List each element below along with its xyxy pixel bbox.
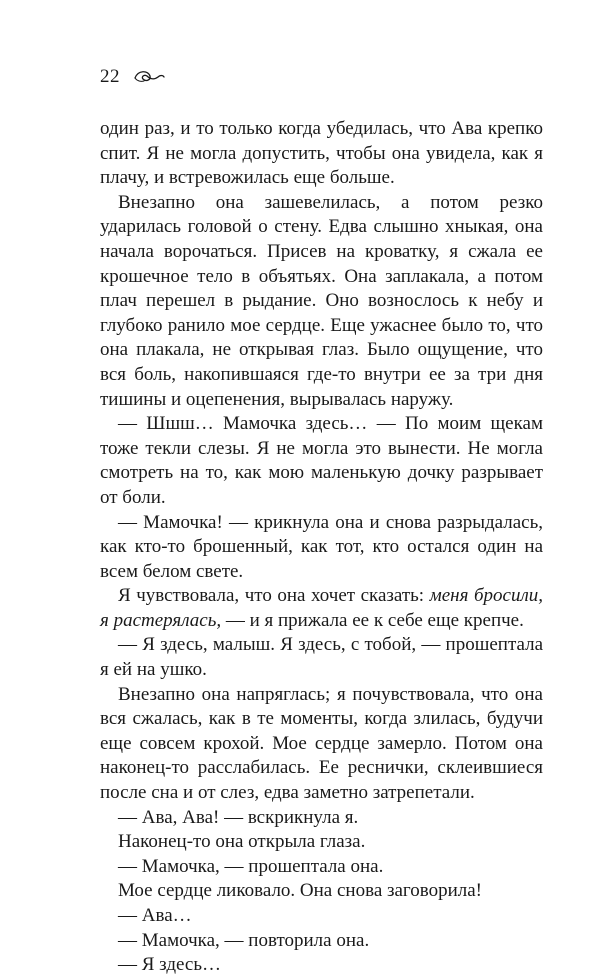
swirl-ornament-icon xyxy=(132,66,166,86)
paragraph: Внезапно она зашевелилась, а потом резко ударилась головой о стену. Едва слышно хныкая, она начала ворочаться. Присев на кроватку, я сжала ее крошечное тело в объятьях. Она заплакала, а потом плач перешел в рыдание. Оно вознослось к небу и глубоко ранило мое сердце. Еще ужаснее было то, что она плакала, не открывая глаз. Было ощущение, что вся боль, накопившаяся где-то внутри ее за три дня тишины и оцепенения, вырывалась наружу. xyxy=(100,191,543,410)
page-number: 22 xyxy=(100,65,120,87)
dialogue-paragraph: — Шшш… Мамочка здесь… — По моим щекам тоже текли слезы. Я не могла это вынести. Не могла смотреть на то, как мою маленькую дочку разрывает от боли. xyxy=(100,413,543,508)
dialogue-paragraph: — Я здесь… xyxy=(118,954,222,976)
dialogue-paragraph: — Мамочка, — повторила она. xyxy=(118,929,370,951)
dialogue-paragraph: — Я здесь, малыш. Я здесь, с тобой, — прошептала я ей на ушко. xyxy=(100,634,543,681)
dialogue-paragraph: — Мамочка! — крикнула она и снова разрыдалась, как кто-то брошенный, как тот, кто остался один на всем белом свете. xyxy=(100,511,543,582)
paragraph: Мое сердце ликовало. Она снова заговорила! xyxy=(118,880,483,902)
italic-text-run: меня бросили, я растерялась, xyxy=(100,585,543,631)
paragraph: Наконец-то она открыла глаза. xyxy=(118,831,366,853)
dialogue-paragraph: — Мамочка, — прошептала она. xyxy=(118,855,384,877)
text-run: — и я прижала ее к себе еще крепче. xyxy=(221,609,524,631)
page-header xyxy=(100,66,166,86)
paragraph-continuation: один раз, и то только когда убедилась, что Ава крепко спит. Я не могла допустить, чтобы она увидела, как я плачу, и встревожилась еще больше. xyxy=(100,118,543,189)
paragraph: Внезапно она напряглась; я почувствовала, что она вся сжалась, как в те моменты, когда злилась, будучи еще совсем крохой. Мое сердце замерло. Потом она наконец-то расслабилась. Ее реснички, склеившиеся после сна и от слез, едва заметно затрепетали. xyxy=(100,683,543,804)
dialogue-paragraph: — Ава, Ава! — вскрикнула я. xyxy=(118,806,359,828)
dialogue-paragraph: — Ава… xyxy=(118,905,192,926)
body-text xyxy=(100,117,543,978)
text-run: Я чувствовала, что она хочет сказать: xyxy=(118,585,430,607)
paragraph-with-italic xyxy=(100,584,543,633)
